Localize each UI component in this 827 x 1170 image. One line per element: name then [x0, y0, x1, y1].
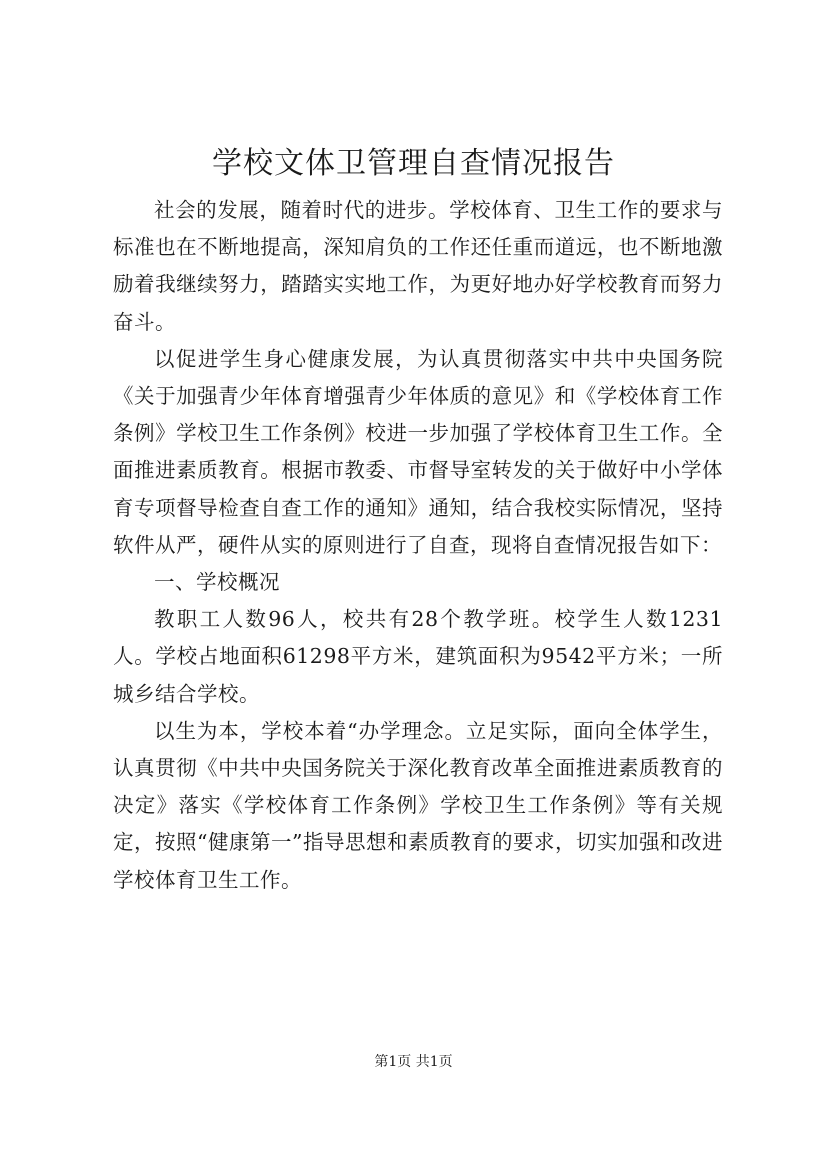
paragraph-school-stats: 教职工人数96人，校共有28个教学班。校学生人数1231人。学校占地面积61298平方米，建筑面积为9542平方米；一所城乡结合学校。	[113, 607, 723, 706]
section-heading-school-overview: 一、学校概况	[154, 570, 280, 595]
paragraph-school-philosophy: 以生为本，学校本着“办学理念。立足实际，面向全体学生，认真贯彻《中共中央国务院关于深化教育改革全面推进素质教育的决定》落实《学校体育工作条例》学校卫生工作条例》等有关规定，按照“健康第一”指导思想和素质教育的要求，切实加强和改进学校体育卫生工作。	[113, 718, 723, 892]
page-number-footer: 第1页 共1页	[374, 1054, 453, 1070]
document-body	[113, 192, 723, 899]
document-title: 学校文体卫管理自查情况报告	[212, 146, 615, 181]
paragraph-purpose: 以促进学生身心健康发展，为认真贯彻落实中共中央国务院《关于加强青少年体育增强青少年体质的意见》和《学校体育工作条例》学校卫生工作条例》校进一步加强了学校体育卫生工作。全面推进素质教育。根据市教委、市督导室转发的关于做好中小学体育专项督导检查自查工作的通知》通知，结合我校实际情况，坚持软件从严，硬件从实的原则进行了自查，现将自查情况报告如下：	[113, 346, 723, 557]
paragraph-intro: 社会的发展，随着时代的进步。学校体育、卫生工作的要求与标准也在不断地提高，深知肩负的工作还任重而道远，也不断地激励着我继续努力，踏踏实实地工作，为更好地办好学校教育而努力奋斗。	[113, 198, 723, 334]
